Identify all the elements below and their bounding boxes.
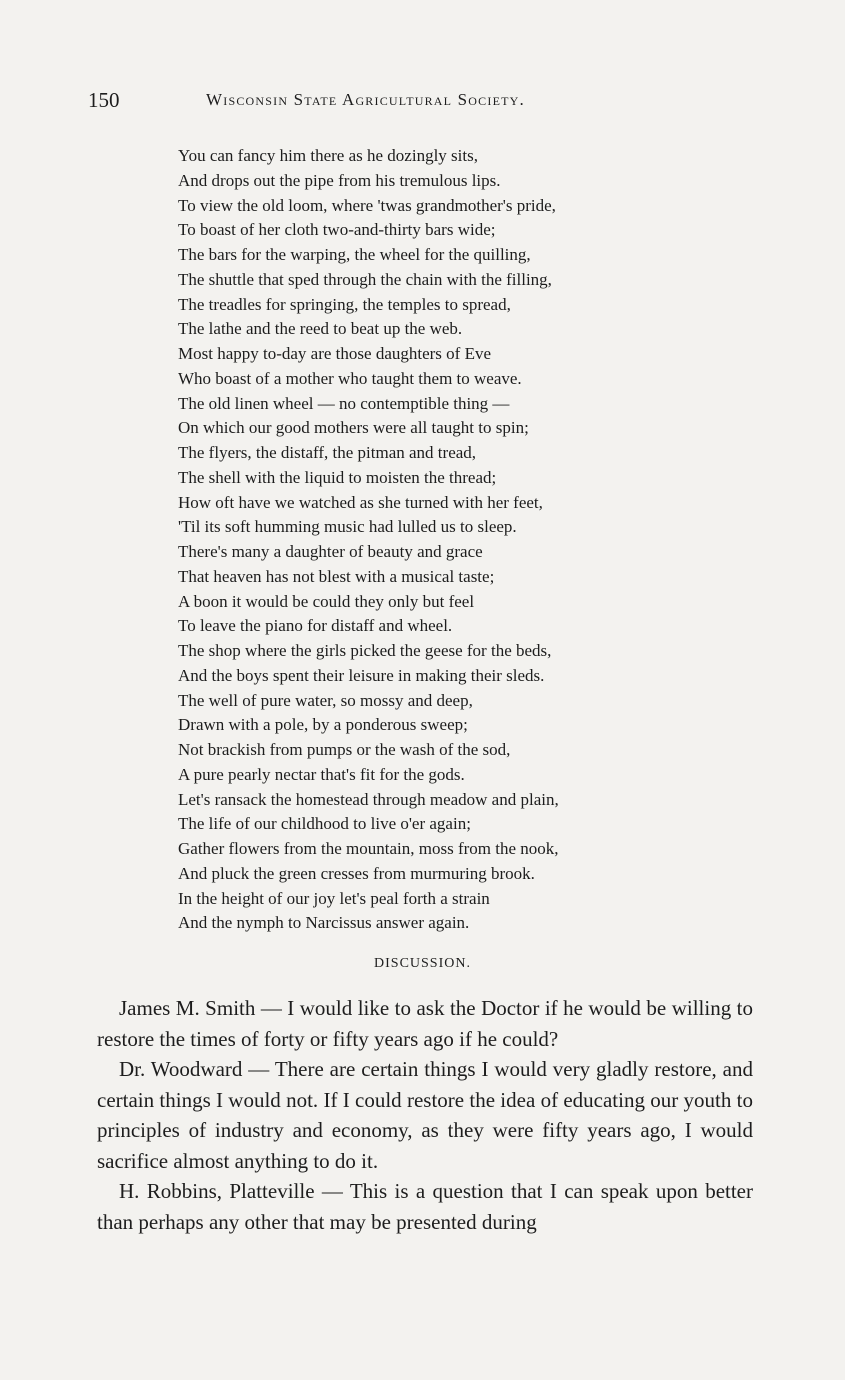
poem-line: The lathe and the reed to beat up the web. (178, 319, 463, 339)
poem-line: How oft have we watched as she turned with her feet, (178, 492, 543, 512)
poem-line: Let's ransack the homestead through meadow and plain, (178, 789, 559, 809)
poem-line: The old linen wheel — no contemptible thing — (178, 393, 510, 413)
poem-line: And the nymph to Narcissus answer again. (178, 913, 470, 933)
discussion-paragraph: Dr. Woodward — There are certain things I would very gladly restore, and certain things I would not. If I could restore the idea of educating our youth to principles of industry and economy, as they were fifty years ago, I would sacrifice almost anything to do it. (97, 1057, 753, 1173)
poem-line: And the boys spent their leisure in making their sleds. (178, 665, 545, 685)
poem (178, 144, 698, 936)
poem-line: And drops out the pipe from his tremulous lips. (178, 170, 501, 190)
poem-line: The life of our childhood to live o'er again; (178, 814, 471, 834)
poem-line: The well of pure water, so mossy and deep, (178, 690, 473, 710)
poem-line: The shuttle that sped through the chain with the filling, (178, 269, 552, 289)
poem-line: Most happy to-day are those daughters of Eve (178, 344, 491, 363)
poem-line: The flyers, the distaff, the pitman and tread, (178, 443, 477, 462)
discussion-heading: DISCUSSION. (374, 956, 471, 971)
running-head: Wisconsin State Agricultural Society. (206, 90, 525, 109)
discussion-paragraph: James M. Smith — I would like to ask the Doctor if he would be willing to restore the times of forty or fifty years ago if he could? (97, 996, 753, 1051)
poem-line: Gather flowers from the mountain, moss from the nook, (178, 839, 559, 858)
page-header (88, 88, 768, 118)
poem-line: In the height of our joy let's peal forth a strain (178, 888, 490, 908)
poem-line: To view the old loom, where 'twas grandmother's pride, (178, 195, 556, 215)
poem-line: Drawn with a pole, by a ponderous sweep; (178, 715, 468, 735)
poem-line: There's many a daughter of beauty and grace (178, 542, 483, 561)
poem-line: 'Til its soft humming music had lulled us to sleep. (178, 517, 517, 537)
poem-line: A boon it would be could they only but feel (178, 591, 475, 611)
poem-line: The bars for the warping, the wheel for the quilling, (178, 245, 531, 264)
poem-line: That heaven has not blest with a musical taste; (178, 566, 495, 586)
poem-line: The shell with the liquid to moisten the thread; (178, 467, 497, 487)
poem-line: And pluck the green cresses from murmuring brook. (178, 863, 535, 883)
page-number: 150 (88, 88, 120, 112)
poem-line: You can fancy him there as he dozingly sits, (178, 146, 478, 165)
poem-line: On which our good mothers were all taught to spin; (178, 418, 529, 438)
poem-line: Who boast of a mother who taught them to weave. (178, 368, 522, 388)
poem-line: To leave the piano for distaff and wheel. (178, 616, 453, 636)
poem-line: The shop where the girls picked the geese for the beds, (178, 641, 552, 660)
discussion-paragraph: H. Robbins, Platteville — This is a question that I can speak upon better than perhaps any other that may be presented during (97, 1179, 753, 1234)
poem-line: The treadles for springing, the temples to spread, (178, 294, 511, 314)
discussion-body (97, 993, 753, 1237)
poem-line: To boast of her cloth two-and-thirty bars wide; (178, 220, 496, 240)
poem-line: Not brackish from pumps or the wash of the sod, (178, 740, 511, 759)
poem-line: A pure pearly nectar that's fit for the gods. (178, 764, 465, 784)
